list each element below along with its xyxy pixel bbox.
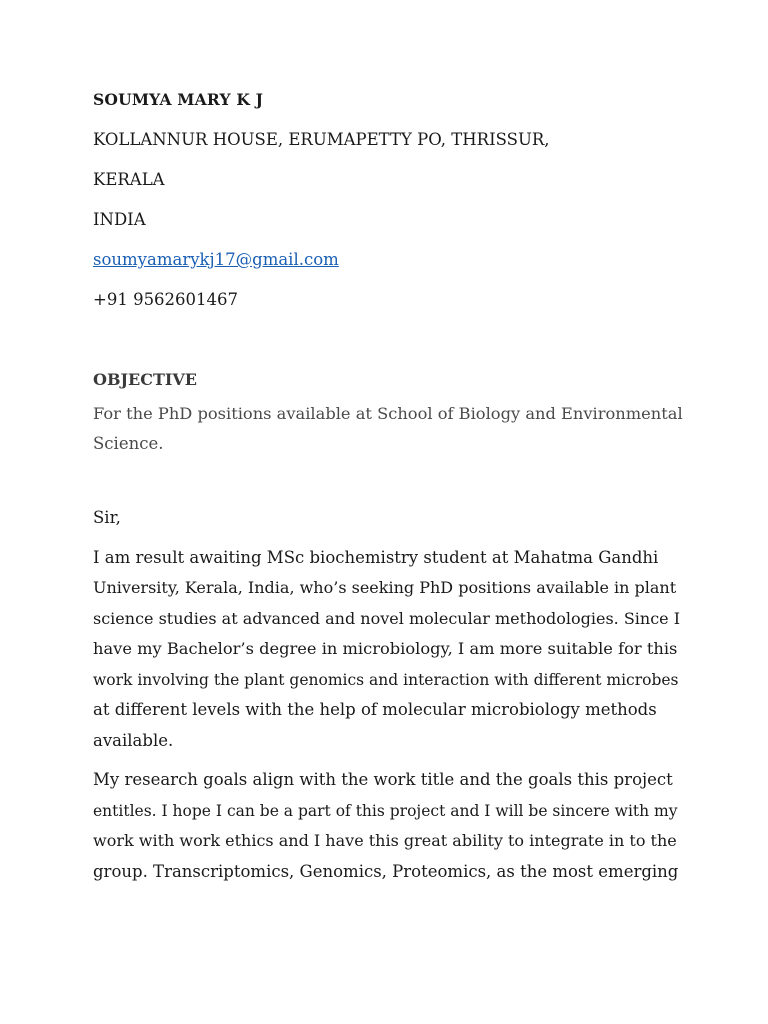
email-link[interactable]: soumyamarykj17@gmail.com: [93, 250, 339, 269]
paragraph-2-line: work with work ethics and I have this great ability to integrate in to the: [93, 831, 677, 850]
paragraph-1-line: available.: [93, 731, 174, 750]
paragraph-1-line: work involving the plant genomics and interaction with different microbes: [93, 671, 679, 689]
salutation: Sir,: [93, 508, 121, 527]
paragraph-1-line: at different levels with the help of molecular microbiology methods: [93, 700, 657, 719]
phone-number: +91 9562601467: [93, 290, 239, 309]
objective-line: For the PhD positions available at School of Biology and Environmental: [93, 404, 683, 423]
paragraph-1-line: I am result awaiting MSc biochemistry student at Mahatma Gandhi: [93, 548, 659, 567]
paragraph-2-line: entitles. I hope I can be a part of this project and I will be sincere with my: [93, 802, 678, 820]
paragraph-2-line: group. Transcriptomics, Genomics, Proteomics, as the most emerging: [93, 862, 679, 881]
address-line-2: KERALA: [93, 170, 165, 189]
paragraph-1-line: science studies at advanced and novel molecular methodologies. Since I: [93, 609, 681, 628]
paragraph-1-line: have my Bachelor’s degree in microbiology, I am more suitable for this: [93, 639, 678, 658]
paragraph-1-line: University, Kerala, India, who’s seeking PhD positions available in plant: [93, 578, 677, 597]
objective-line: Science.: [93, 434, 164, 453]
objective-heading: OBJECTIVE: [93, 370, 197, 389]
address-line-1: KOLLANNUR HOUSE, ERUMAPETTY PO, THRISSUR,: [93, 130, 550, 149]
paragraph-2-line: My research goals align with the work title and the goals this project: [93, 770, 673, 789]
address-line-3: INDIA: [93, 210, 146, 229]
applicant-name: SOUMYA MARY K J: [93, 90, 264, 109]
